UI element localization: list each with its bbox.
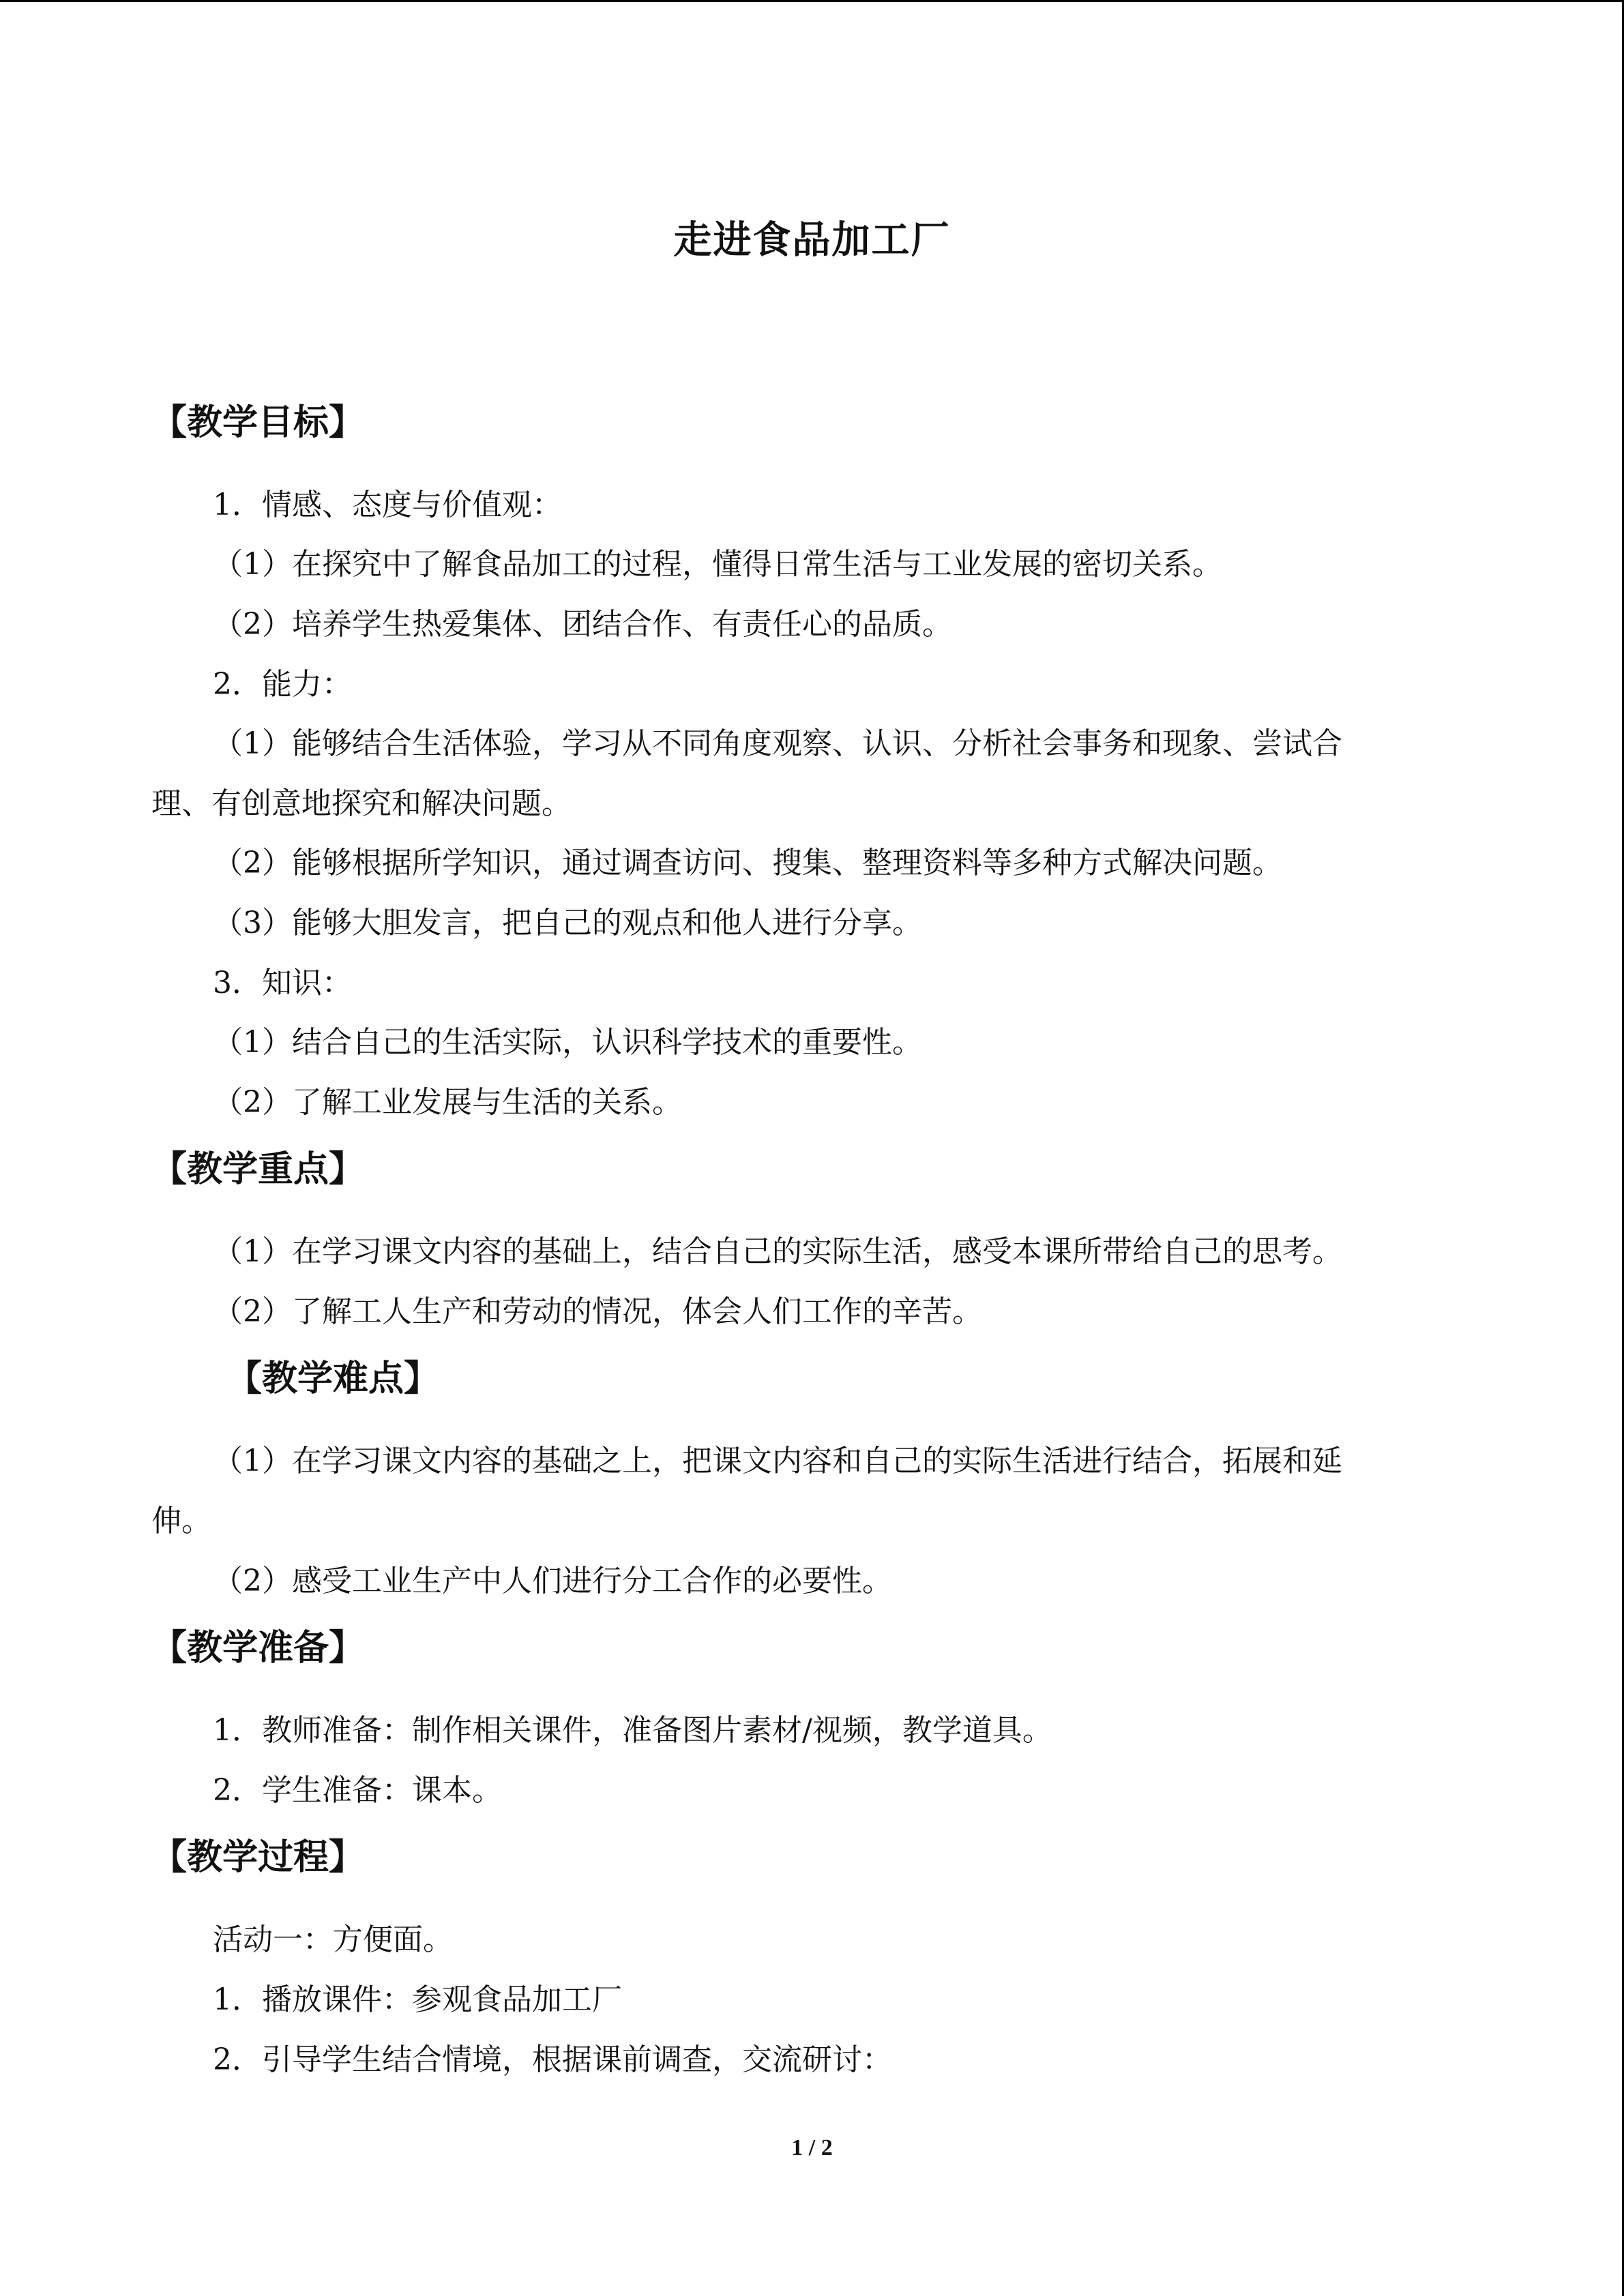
section-heading-objectives: 【教学目标】 [151,402,365,443]
difficulties-line: 伸。 [151,1504,211,1538]
process-line: 1．播放课件：参观食品加工厂 [213,1982,622,2017]
key-points-line: （1）在学习课文内容的基础上，结合自己的实际生活，感受本课所带给自己的思考。 [213,1234,1342,1269]
preparation-line: 2．学生准备：课本。 [213,1773,502,1808]
objectives-line: 3．知识： [213,966,352,1000]
section-heading-difficulties: 【教学难点】 [226,1358,440,1399]
process-line: 活动一：方便面。 [213,1922,453,1957]
section-heading-preparation: 【教学准备】 [151,1628,365,1669]
objectives-line: （1）结合自己的生活实际，认识科学技术的重要性。 [213,1025,922,1060]
objectives-line: （1）在探究中了解食品加工的过程，懂得日常生活与工业发展的密切关系。 [213,547,1222,582]
objectives-line: （2）了解工业发展与生活的关系。 [213,1085,682,1120]
section-heading-process: 【教学过程】 [151,1837,365,1878]
objectives-line: （3）能够大胆发言，把自己的观点和他人进行分享。 [213,906,922,940]
key-points-line: （2）了解工人生产和劳动的情况，体会人们工作的辛苦。 [213,1294,982,1329]
objectives-line: （2）能够根据所学知识，通过调查访问、搜集、整理资料等多种方式解决问题。 [213,846,1282,880]
process-line: 2．引导学生结合情境，根据课前调查，交流研讨： [213,2042,892,2077]
difficulties-line: （2）感受工业生产中人们进行分工合作的必要性。 [213,1564,892,1598]
objectives-line: 理、有创意地探究和解决问题。 [151,786,572,821]
page-number: 1 / 2 [791,2135,833,2160]
objectives-line: （2）培养学生热爱集体、团结合作、有责任心的品质。 [213,607,952,642]
objectives-line: （1）能够结合生活体验，学习从不同角度观察、认识、分析社会事务和现象、尝试合 [213,726,1342,761]
objectives-line: 2．能力： [213,667,352,702]
difficulties-line: （1）在学习课文内容的基础之上，把课文内容和自己的实际生活进行结合，拓展和延 [213,1444,1342,1478]
document-title: 走进食品加工厂 [673,218,951,263]
section-heading-key-points: 【教学重点】 [151,1149,365,1190]
objectives-line: 1．情感、态度与价值观： [213,488,562,522]
preparation-line: 1．教师准备：制作相关课件，准备图片素材/视频，教学道具。 [213,1713,1052,1748]
